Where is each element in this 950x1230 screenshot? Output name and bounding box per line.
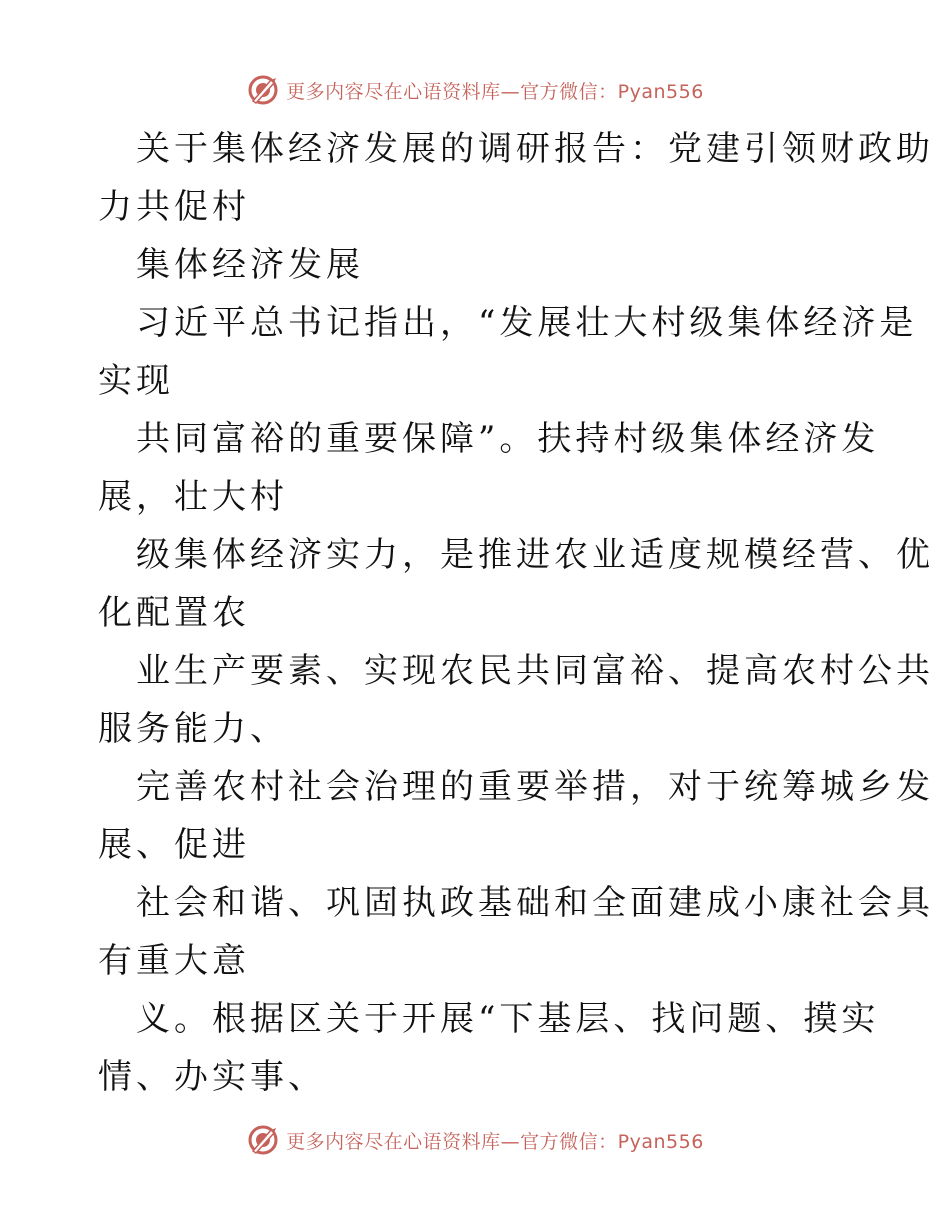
text-line: 展、促进 [98,825,250,865]
text-line: 力共促村 [98,187,250,227]
text-line: 完善农村社会治理的重要举措，对于统筹城乡发 [136,767,934,807]
watermark-text: 更多内容尽在心语资料库—官方微信：Pyan556 [286,80,704,103]
document-body [98,120,934,1106]
text-line: 实现 [98,361,174,401]
text-line: 义。根据区关于开展“下基层、找问题、摸实 [136,999,880,1039]
header-watermark [0,70,950,110]
footer-watermark [0,1120,950,1160]
pen-logo-icon [246,73,280,107]
watermark-text: 更多内容尽在心语资料库—官方微信：Pyan556 [286,1130,704,1153]
text-line: 情、办实事、 [98,1057,326,1097]
text-line: 级集体经济实力，是推进农业适度规模经营、优 [136,535,934,575]
text-line: 习近平总书记指出，“发展壮大村级集体经济是 [136,303,918,343]
text-line: 业生产要素、实现农民共同富裕、提高农村公共 [136,651,934,691]
text-line: 化配置农 [98,593,250,633]
text-line: 共同富裕的重要保障”。扶持村级集体经济发 [136,419,880,459]
text-line: 关于集体经济发展的调研报告：党建引领财政助 [136,129,934,169]
pen-logo-icon [246,1123,280,1157]
text-line: 集体经济发展 [136,245,364,285]
text-line: 有重大意 [98,941,250,981]
text-line: 展，壮大村 [98,477,288,517]
text-line: 社会和谐、巩固执政基础和全面建成小康社会具 [136,883,934,923]
text-line: 服务能力、 [98,709,288,749]
